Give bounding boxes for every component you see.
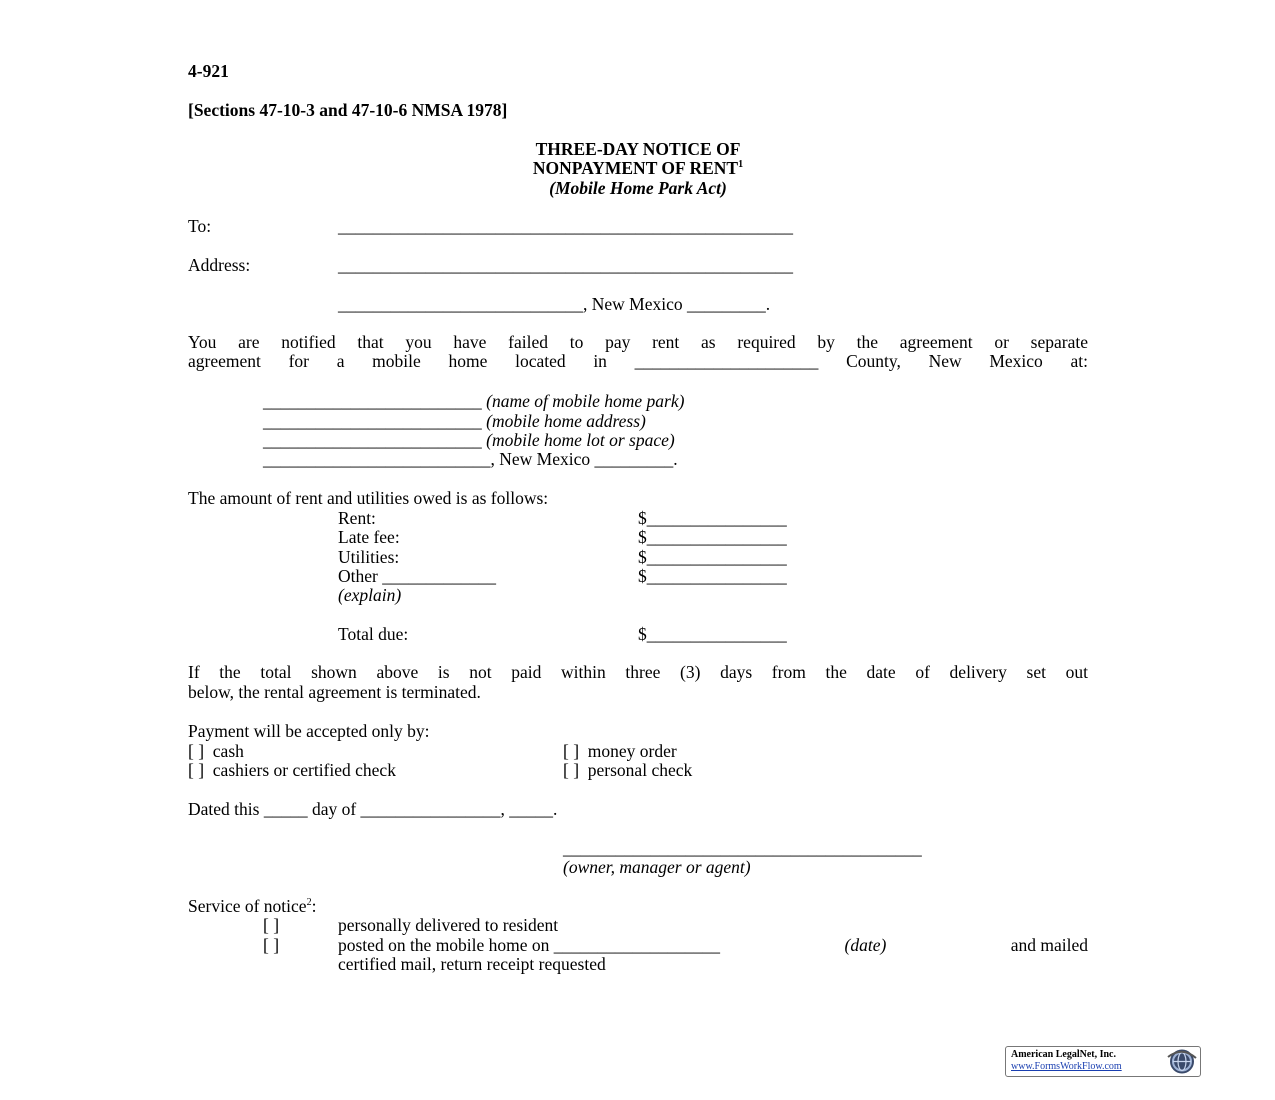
amounts-intro: The amount of rent and utilities owed is as follows: xyxy=(188,488,549,508)
service-option-delivered: personally delivered to resident xyxy=(338,915,559,935)
service-of-notice-label xyxy=(188,896,316,916)
american-legalnet-badge[interactable] xyxy=(1005,1046,1201,1077)
amount-value-utilities[interactable]: $________________ xyxy=(638,547,787,567)
park-name-line xyxy=(263,391,684,411)
badge-url-link[interactable]: www.FormsWorkFlow.com xyxy=(1011,1061,1122,1072)
lot-space-caption: (mobile home lot or space) xyxy=(486,430,675,450)
title-text: NONPAYMENT OF RENT xyxy=(532,158,739,178)
location-city-line[interactable]: __________________________, New Mexico _________. xyxy=(263,449,678,469)
park-name-caption: (name of mobile home park) xyxy=(486,391,685,411)
payment-option-cashiers-check[interactable]: [ ] cashiers or certified check xyxy=(188,760,396,780)
address-blank[interactable]: ____________________________________________________ xyxy=(338,255,793,275)
title-line-1: THREE-DAY NOTICE OF xyxy=(535,139,741,159)
service-checkbox-posted[interactable]: [ ] xyxy=(263,935,280,955)
service-option-posted-line-1 xyxy=(338,935,1088,955)
footnote-1-ref: 1 xyxy=(738,159,744,171)
service-option-posted-line-2: certified mail, return receipt requested xyxy=(338,954,606,974)
amount-value-other[interactable]: $________________ xyxy=(638,566,787,586)
lot-space-blank[interactable]: _________________________ xyxy=(263,430,482,450)
park-name-blank[interactable]: _________________________ xyxy=(263,391,482,411)
payment-intro: Payment will be accepted only by: xyxy=(188,721,430,741)
form-number: 4-921 xyxy=(188,61,229,81)
home-address-caption: (mobile home address) xyxy=(486,411,646,431)
dated-line[interactable]: Dated this _____ day of ________________, _____. xyxy=(188,799,558,819)
posted-and-mailed-text: and mailed xyxy=(1010,935,1088,955)
payment-option-cash[interactable]: [ ] cash xyxy=(188,741,244,761)
notice-paragraph-line-2: agreement for a mobile home located in _____________________ County, New Mexico at: xyxy=(188,351,1088,371)
service-checkbox-delivered[interactable]: [ ] xyxy=(263,915,280,935)
posted-date-blank[interactable]: posted on the mobile home on ___________________ xyxy=(338,935,721,955)
statute-reference: [Sections 47-10-3 and 47-10-6 NMSA 1978] xyxy=(188,100,508,120)
service-label-colon: : xyxy=(311,896,317,916)
amount-value-late-fee[interactable]: $________________ xyxy=(638,527,787,547)
amount-label-other[interactable]: Other _____________ xyxy=(338,566,496,586)
footnote-2-ref: 2 xyxy=(306,897,312,909)
termination-line-1: If the total shown above is not paid within three (3) days from the date of delivery set out xyxy=(188,662,1088,682)
service-label-text: Service of notice xyxy=(188,896,307,916)
notice-paragraph-line-1: You are notified that you have failed to pay rent as required by the agreement or separate xyxy=(188,332,1088,352)
amount-value-rent[interactable]: $________________ xyxy=(638,508,787,528)
amount-label-rent: Rent: xyxy=(338,508,376,528)
home-address-blank[interactable]: _________________________ xyxy=(263,411,482,431)
signature-line[interactable]: _________________________________________ xyxy=(563,838,922,858)
home-address-line xyxy=(263,411,646,431)
to-blank[interactable]: ____________________________________________________ xyxy=(338,216,793,236)
total-due-value[interactable]: $________________ xyxy=(638,624,787,644)
lot-space-line xyxy=(263,430,675,450)
total-due-label: Total due: xyxy=(338,624,409,644)
posted-date-caption: (date) xyxy=(844,935,887,955)
explain-caption: (explain) xyxy=(338,585,402,605)
globe-logo-icon xyxy=(1164,1048,1198,1075)
payment-option-personal-check[interactable]: [ ] personal check xyxy=(563,760,693,780)
title-subtitle: (Mobile Home Park Act) xyxy=(549,178,727,198)
amount-label-utilities: Utilities: xyxy=(338,547,400,567)
to-label: To: xyxy=(188,216,212,236)
termination-line-2: below, the rental agreement is terminated. xyxy=(188,682,481,702)
badge-company-name: American LegalNet, Inc. xyxy=(1011,1049,1116,1060)
address-label: Address: xyxy=(188,255,251,275)
payment-option-money-order[interactable]: [ ] money order xyxy=(563,741,677,761)
city-state-line[interactable]: ____________________________, New Mexico _________. xyxy=(338,294,771,314)
title-line-2 xyxy=(188,158,1088,178)
amount-label-late-fee: Late fee: xyxy=(338,527,400,547)
signature-caption: (owner, manager or agent) xyxy=(563,857,751,877)
